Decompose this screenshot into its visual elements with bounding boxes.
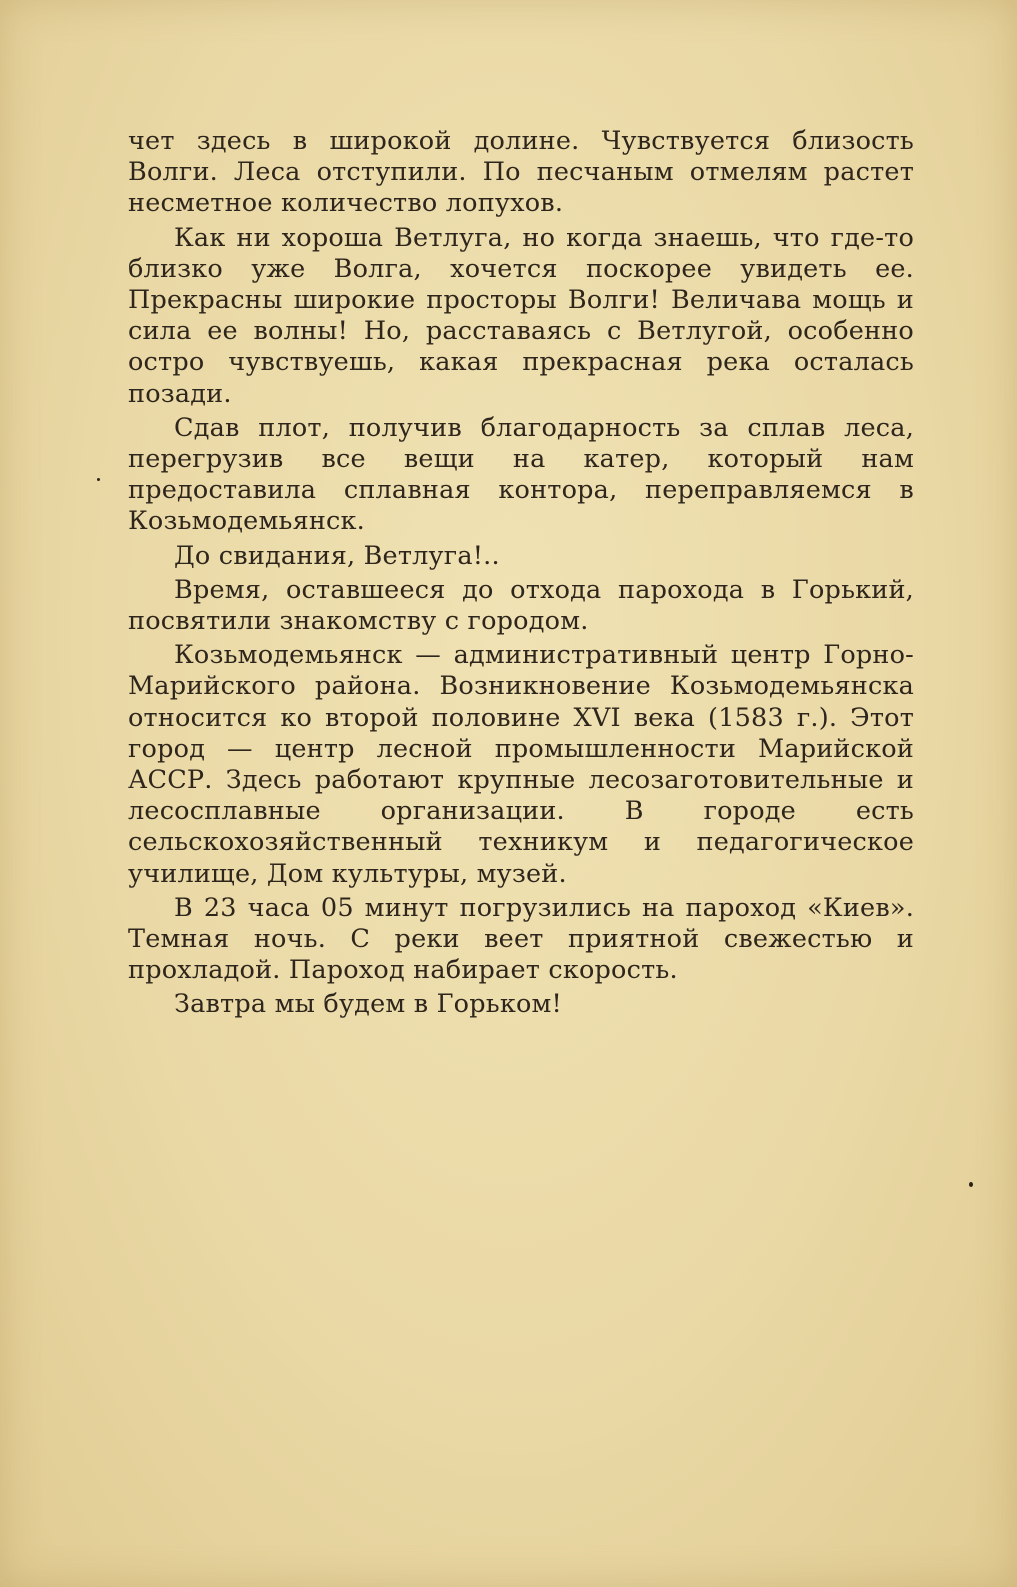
paragraph-5: Время, оставшееся до отхода парохода в Горький, посвятили знакомству с городом.: [128, 574, 914, 637]
paragraph-4: До свидания, Ветлуга!..: [174, 540, 500, 571]
paragraph-1: чет здесь в широкой долине. Чувствуется близость Волги. Леса отступили. По песчаным отмелям растет несметное количество лопухов.: [128, 126, 914, 219]
paragraph-8: Завтра мы будем в Горьком!: [174, 989, 562, 1020]
paragraph-3: Сдав плот, получив благодарность за сплав леса, перегрузив все вещи на катер, который нам предоставила сплавная контора, переправляемся в Козьмодемьянск.: [128, 412, 914, 537]
page-text: [128, 126, 914, 1024]
paragraph-6: Козьмодемьянск — административный центр Горно-Марийского района. Возникновение Козьмодемьянска относится ко второй половине XVI века (1583 г.). Этот город — центр лесной промышленности Марийской АССР. Здесь работают крупные лесозаготовительные и лесосплавные организации. В городе есть сельскохозяйственный техникум и педагогическое училище, Дом культуры, музей.: [128, 640, 914, 889]
paper-speck: [969, 1182, 973, 1187]
paragraph-2: Как ни хороша Ветлуга, но когда знаешь, что где-то близко уже Волга, хочется поскорее увидеть ее. Прекрасны широкие просторы Волги! Величава мощь и сила ее волны! Но, расставаясь с Ветлугой, особенно остро чувствуешь, какая прекрасная река осталась позади.: [128, 222, 914, 409]
paper-speck: [97, 478, 100, 481]
paragraph-7: В 23 часа 05 минут погрузились на пароход «Киев». Темная ночь. С реки веет приятной свежестью и прохладой. Пароход набирает скорость.: [128, 892, 914, 986]
